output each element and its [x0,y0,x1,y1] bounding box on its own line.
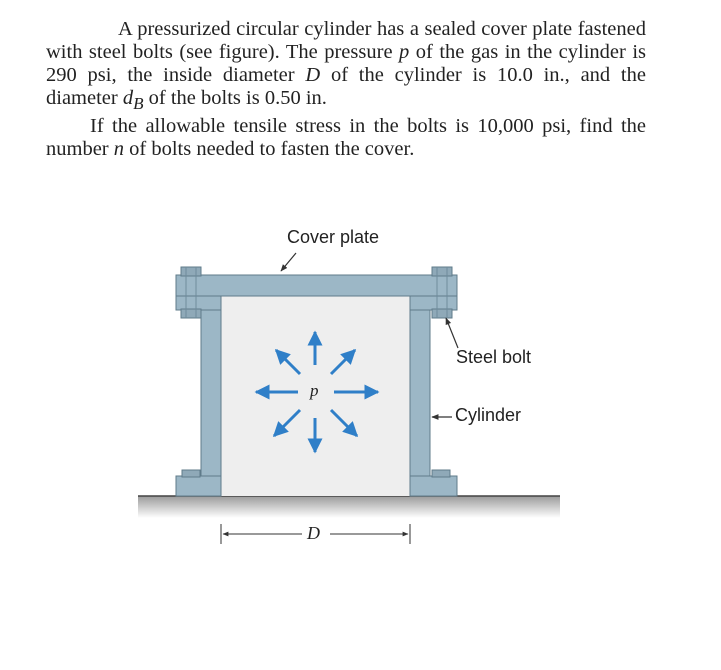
ground-shading [138,496,560,518]
cylinder-label: Cylinder [455,405,522,425]
bolt-nut-left [181,309,201,318]
text-segment: of the cylinder is 10.0 in., and the diameter [46,64,646,109]
top-flange-left [176,296,221,310]
cover-plate-leader [281,253,296,271]
cylinder-wall-left [201,295,221,496]
steel-bolt-label: Steel bolt [456,347,532,367]
variable-dB: d [122,87,134,109]
text-segment: of the gas in the cylinder is 290 psi, the inside diameter [46,41,646,86]
variable-n: n [113,138,124,161]
text-segment: of the bolts is 0.50 in. [143,87,327,109]
text-segment: If the allowable tensile stress in the bolts is 10,000 psi, find the number [46,115,646,161]
pressure-label: p [310,381,319,400]
bottom-flange-left [176,476,221,496]
bolt-nut-right [432,309,452,318]
text-segment: A pressurized circular cylinder has a sealed cover plate fastened with steel bolts (see figure). The pressure [46,18,646,63]
cover-plate [176,275,457,296]
bottom-bolt-head-right [432,470,450,477]
cylinder-wall-right [410,295,430,496]
bottom-bolt-head-left [182,470,200,477]
cover-plate-label: Cover plate [287,227,380,247]
top-flange-right [410,296,457,310]
bolt-head-right [432,267,452,276]
bolt-head-left [181,267,201,276]
text-segment: of bolts needed to fasten the cover. [124,138,415,161]
bottom-flange-right [410,476,457,496]
steel-bolt-leader [446,318,458,348]
variable-p: p [399,41,410,63]
diameter-label: D [307,523,320,543]
variable-D: D [305,64,321,86]
subscript-B: B [133,94,144,114]
